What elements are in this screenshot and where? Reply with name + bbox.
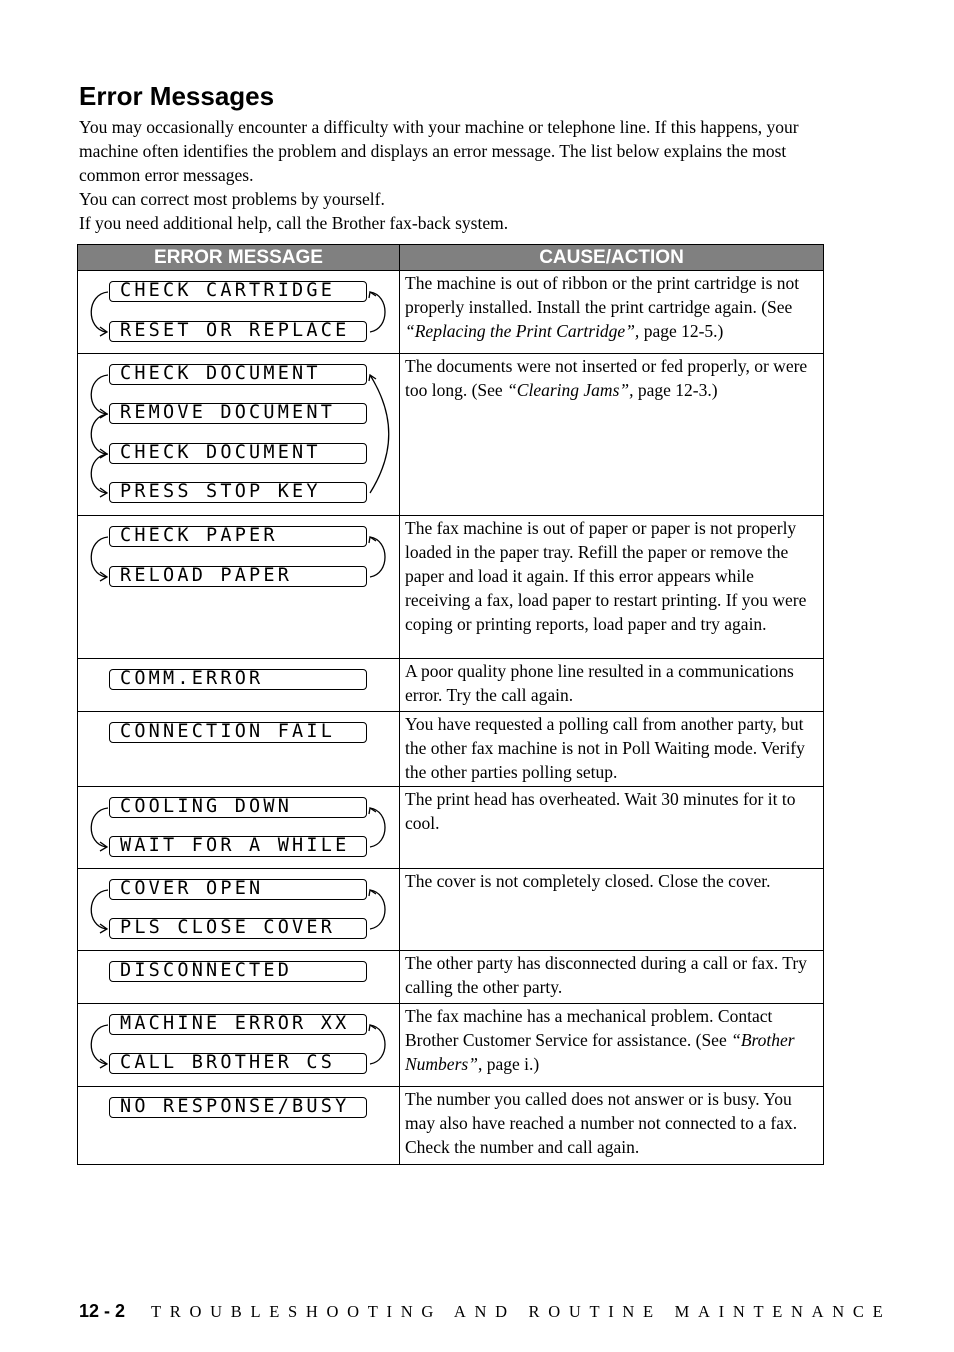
table-header	[78, 245, 823, 271]
cause-action-cell	[400, 869, 823, 950]
page-footer	[79, 1300, 891, 1323]
error-message-cell	[78, 1004, 400, 1086]
table-row	[78, 354, 823, 516]
cause-text: The number you called does not answer or is busy. You may also have reached a number not connected to a fax. Check the number and call again.	[405, 1089, 798, 1157]
cause-action-cell	[400, 271, 823, 353]
lcd-message: MACHINE ERROR XX	[109, 1014, 367, 1035]
lcd-message: CHECK PAPER	[109, 526, 367, 547]
table-row	[78, 869, 823, 951]
lcd-message: RELOAD PAPER	[109, 566, 367, 587]
cause-text: A poor quality phone line resulted in a communications error. Try the call again.	[405, 661, 794, 705]
lcd-message: CHECK DOCUMENT	[109, 443, 367, 464]
cross-reference-text: “Brother Numbers”	[405, 1030, 795, 1074]
cause-action-cell	[400, 1087, 823, 1164]
error-message-cell	[78, 271, 400, 353]
error-message-cell	[78, 712, 400, 786]
cause-text: The cover is not completely closed. Close the cover.	[405, 871, 771, 891]
cycle-arrows-icon	[78, 787, 399, 869]
cause-text: The print head has overheated. Wait 30 minutes for it to cool.	[405, 789, 796, 833]
cause-action-cell	[400, 712, 823, 786]
section-title: TROUBLESHOOTING AND ROUTINE MAINTENANCE	[151, 1302, 892, 1321]
lcd-message: CALL BROTHER CS	[109, 1053, 367, 1074]
error-message-cell	[78, 869, 400, 950]
cycle-arrows-icon	[78, 869, 399, 951]
cause-text: page 12-3.)	[633, 380, 718, 400]
lcd-message: RESET OR REPLACE	[109, 321, 367, 342]
intro-paragraph: You may occasionally encounter a difficulty with your machine or telephone line. If this happens, your machine often identifies the problem and displays an error message. The list below explains the most common error messages.	[79, 117, 799, 185]
cause-text: The fax machine has a mechanical problem. Contact Brother Customer Service for assistance. (See	[405, 1006, 773, 1050]
cycle-arrows-icon	[78, 354, 399, 516]
cause-text: The documents were not inserted or fed properly, or were too long. (See	[405, 356, 808, 400]
cross-reference-text: “Clearing Jams”,	[507, 380, 634, 400]
cause-text: , page i.)	[477, 1054, 540, 1074]
lcd-message: PRESS STOP KEY	[109, 482, 367, 503]
table-row	[78, 271, 823, 354]
table-row	[78, 659, 823, 712]
intro-paragraph: If you need additional help, call the Brother fax-back system.	[79, 213, 509, 233]
cause-text: You have requested a polling call from another party, but the other fax machine is not in Poll Waiting mode. Verify the other parties polling setup.	[405, 714, 805, 782]
table-body	[78, 271, 823, 1164]
error-message-cell	[78, 1087, 400, 1164]
error-messages-table	[77, 244, 824, 1165]
table-row	[78, 516, 823, 659]
lcd-message: CHECK CARTRIDGE	[109, 281, 367, 302]
cross-reference-text: “Replacing the Print Cartridge”,	[405, 321, 640, 341]
intro-text	[79, 115, 839, 235]
error-message-cell	[78, 516, 400, 658]
table-row	[78, 712, 823, 787]
lcd-message: COMM.ERROR	[109, 669, 367, 690]
cause-action-cell	[400, 1004, 823, 1086]
lcd-message: COOLING DOWN	[109, 797, 367, 818]
cause-action-cell	[400, 951, 823, 1003]
lcd-message: CONNECTION FAIL	[109, 722, 367, 743]
lcd-message: DISCONNECTED	[109, 961, 367, 982]
table-row	[78, 787, 823, 869]
cause-action-cell	[400, 659, 823, 711]
cause-text: The fax machine is out of paper or paper is not properly loaded in the paper tray. Refill the paper or remove the paper and load it again. If this error appears while receiving a fax, load paper to restart printing. If you were coping or printing reports, load paper and try again.	[405, 518, 807, 634]
lcd-message: PLS CLOSE COVER	[109, 918, 367, 939]
lcd-message: COVER OPEN	[109, 879, 367, 900]
lcd-message: WAIT FOR A WHILE	[109, 836, 367, 857]
cycle-arrows-icon	[78, 516, 399, 659]
error-message-cell	[78, 787, 400, 868]
error-message-cell	[78, 354, 400, 515]
lcd-message: CHECK DOCUMENT	[109, 364, 367, 385]
cause-text: The machine is out of ribbon or the print cartridge is not properly installed. Install the print cartridge again. (See	[405, 273, 800, 317]
table-row	[78, 951, 823, 1004]
table-row	[78, 1087, 823, 1164]
header-cause-action: CAUSE/ACTION	[539, 247, 684, 268]
error-message-cell	[78, 659, 400, 711]
cycle-arrows-icon	[78, 1004, 399, 1087]
page-number: 12 - 2	[79, 1301, 126, 1321]
header-error-message: ERROR MESSAGE	[78, 245, 400, 270]
table-row	[78, 1004, 823, 1087]
lcd-message: REMOVE DOCUMENT	[109, 403, 367, 424]
cause-action-cell	[400, 354, 823, 515]
cycle-arrows-icon	[78, 271, 399, 354]
page-title: Error Messages	[79, 81, 275, 111]
intro-paragraph: You can correct most problems by yourself.	[79, 189, 385, 209]
cause-text: page 12-5.)	[639, 321, 724, 341]
lcd-message: NO RESPONSE/BUSY	[109, 1097, 367, 1118]
cause-action-cell	[400, 787, 823, 868]
cause-action-cell	[400, 516, 823, 658]
error-message-cell	[78, 951, 400, 1003]
cause-text: The other party has disconnected during a call or fax. Try calling the other party.	[405, 953, 807, 997]
